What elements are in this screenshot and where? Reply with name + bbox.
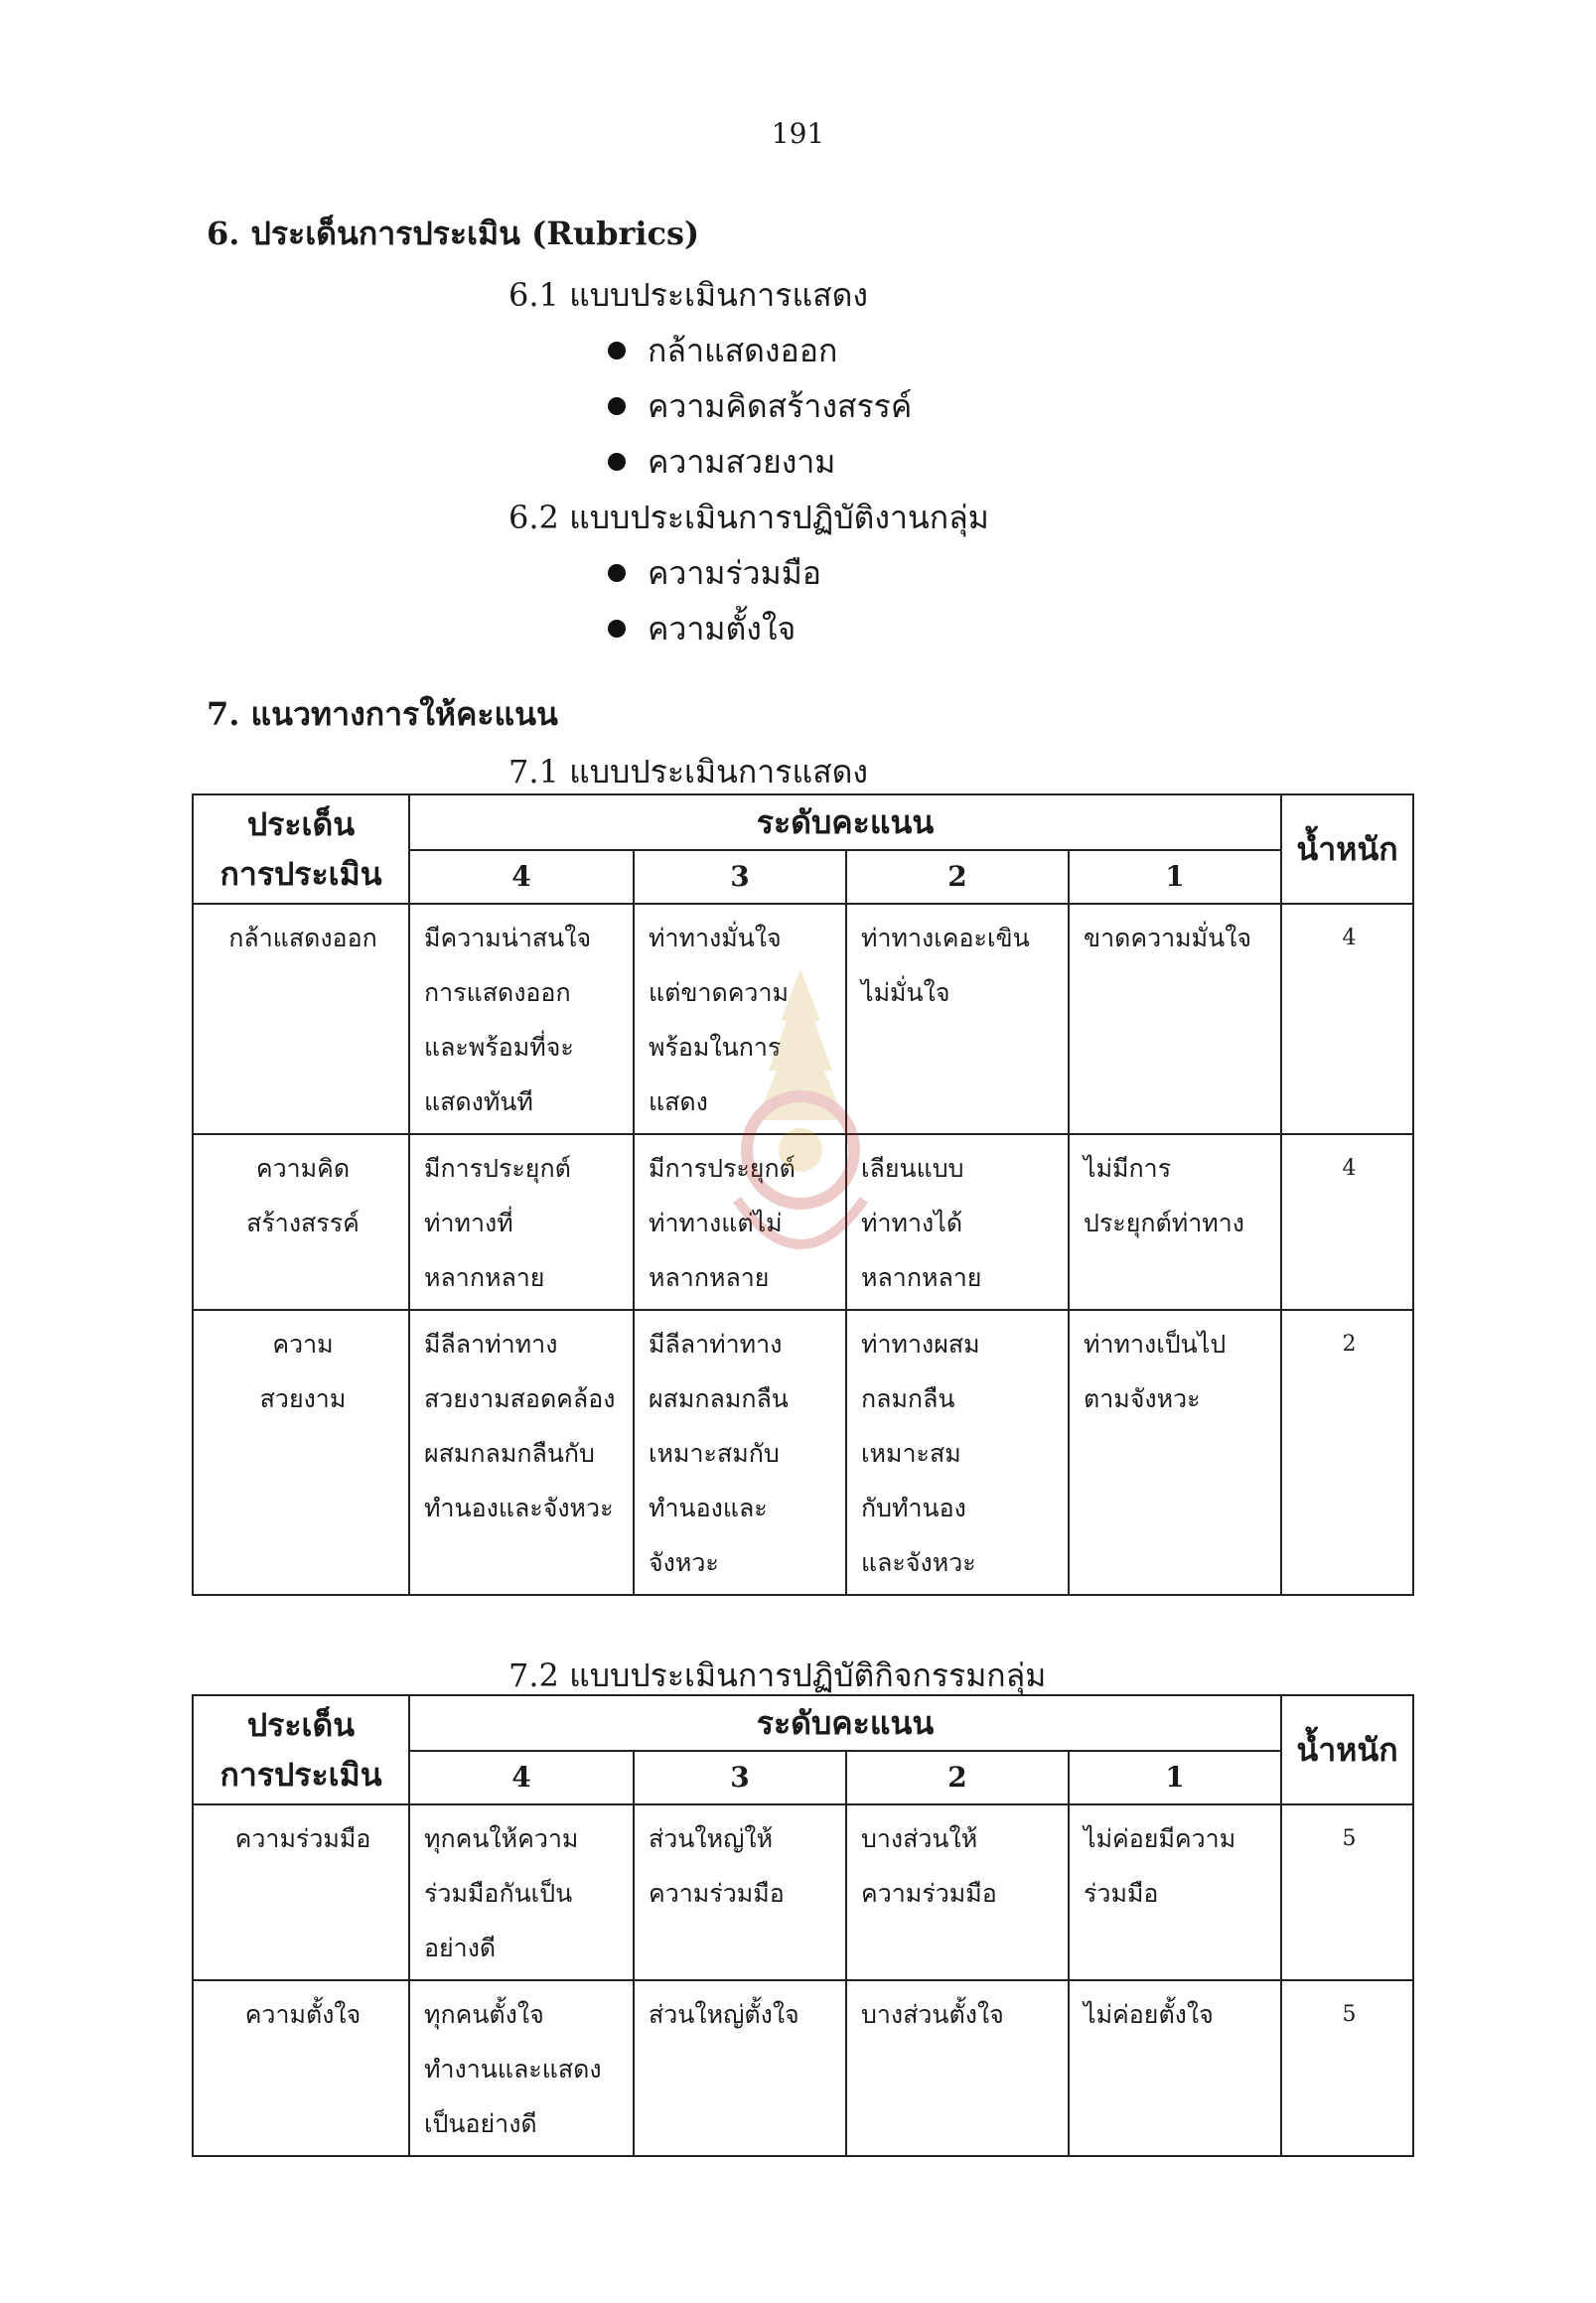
bullet-icon xyxy=(608,397,626,415)
table-header-row xyxy=(193,1695,1413,1751)
weight-header: น้ำหนัก xyxy=(1281,794,1413,904)
weight-cell: 5 xyxy=(1281,1804,1413,1980)
topic-cell: ความร่วมมือ xyxy=(193,1804,409,1980)
table-header-row xyxy=(193,794,1413,850)
topic-header: ประเด็น การประเมิน xyxy=(193,794,409,904)
bullet-icon xyxy=(608,342,626,360)
section-7-title: 7. แนวทางการให้คะแนน xyxy=(207,695,558,733)
criteria-cell: ทุกคนให้ความ ร่วมมือกันเป็น อย่างดี xyxy=(409,1804,634,1980)
weight-cell: 4 xyxy=(1281,1134,1413,1310)
section-6-title: 6. ประเด็นการประเมิน (Rubrics) xyxy=(207,215,700,252)
criteria-cell: ส่วนใหญ่ให้ ความร่วมมือ xyxy=(634,1804,846,1980)
level-2-header: 2 xyxy=(846,1751,1069,1804)
rubric-table-groupwork xyxy=(192,1694,1414,2157)
bullet-label: ความสวยงาม xyxy=(648,443,836,481)
topic-cell: ความคิด สร้างสรรค์ xyxy=(193,1134,409,1310)
bullet-item xyxy=(608,381,912,432)
bullet-label: กล้าแสดงออก xyxy=(648,332,838,369)
bullet-label: ความคิดสร้างสรรค์ xyxy=(648,387,913,425)
topic-cell: ความตั้งใจ xyxy=(193,1980,409,2156)
level-4-header: 4 xyxy=(409,1751,634,1804)
criteria-cell: ท่าทางผสม กลมกลืน เหมาะสม กับทำนอง และจังหวะ xyxy=(846,1310,1069,1595)
criteria-cell: ส่วนใหญ่ตั้งใจ xyxy=(634,1980,846,2156)
bullet-icon xyxy=(608,453,626,471)
bullet-item xyxy=(608,548,821,599)
level-3-header: 3 xyxy=(634,1751,846,1804)
levels-header: ระดับคะแนน xyxy=(409,794,1281,850)
criteria-cell: ไม่ค่อยตั้งใจ xyxy=(1069,1980,1281,2156)
page-number: 191 xyxy=(771,117,825,150)
topic-header: ประเด็น การประเมิน xyxy=(193,1695,409,1804)
rubric-table-performance xyxy=(192,793,1414,1596)
criteria-cell: บางส่วนให้ ความร่วมมือ xyxy=(846,1804,1069,1980)
criteria-cell: เลียนแบบ ท่าทางได้ หลากหลาย xyxy=(846,1134,1069,1310)
criteria-cell: ไม่มีการ ประยุกต์ท่าทาง xyxy=(1069,1134,1281,1310)
heading-6-1: 6.1 แบบประเมินการแสดง xyxy=(508,276,868,314)
weight-header: น้ำหนัก xyxy=(1281,1695,1413,1804)
bullet-item xyxy=(608,326,837,376)
table-row xyxy=(193,1310,1413,1595)
criteria-cell: มีลีลาท่าทาง ผสมกลมกลืน เหมาะสมกับ ทำนองและ จังหวะ xyxy=(634,1310,846,1595)
bullet-item xyxy=(608,437,835,488)
criteria-cell: ท่าทางเคอะเขิน ไม่มั่นใจ xyxy=(846,904,1069,1134)
bullet-icon xyxy=(608,564,626,582)
table2-caption: 7.2 แบบประเมินการปฏิบัติกิจกรรมกลุ่ม xyxy=(508,1656,1047,1694)
level-4-header: 4 xyxy=(409,850,634,904)
bullet-item xyxy=(608,604,796,654)
criteria-cell: บางส่วนตั้งใจ xyxy=(846,1980,1069,2156)
weight-cell: 2 xyxy=(1281,1310,1413,1595)
criteria-cell: ไม่ค่อยมีความ ร่วมมือ xyxy=(1069,1804,1281,1980)
topic-cell: กล้าแสดงออก xyxy=(193,904,409,1134)
level-1-header: 1 xyxy=(1069,850,1281,904)
table-row xyxy=(193,1980,1413,2156)
criteria-cell: ท่าทางเป็นไป ตามจังหวะ xyxy=(1069,1310,1281,1595)
level-1-header: 1 xyxy=(1069,1751,1281,1804)
table-row xyxy=(193,904,1413,1134)
weight-cell: 5 xyxy=(1281,1980,1413,2156)
table1-caption: 7.1 แบบประเมินการแสดง xyxy=(508,753,868,791)
levels-header: ระดับคะแนน xyxy=(409,1695,1281,1751)
level-3-header: 3 xyxy=(634,850,846,904)
criteria-cell: มีการประยุกต์ ท่าทางแต่ไม่ หลากหลาย xyxy=(634,1134,846,1310)
heading-6-2: 6.2 แบบประเมินการปฏิบัติงานกลุ่ม xyxy=(508,499,989,536)
criteria-cell: ขาดความมั่นใจ xyxy=(1069,904,1281,1134)
table-row xyxy=(193,1804,1413,1980)
bullet-icon xyxy=(608,620,626,638)
weight-cell: 4 xyxy=(1281,904,1413,1134)
criteria-cell: มีความน่าสนใจ การแสดงออก และพร้อมที่จะ แสดงทันที xyxy=(409,904,634,1134)
table-row xyxy=(193,1134,1413,1310)
level-2-header: 2 xyxy=(846,850,1069,904)
criteria-cell: ท่าทางมั่นใจ แต่ขาดความ พร้อมในการ แสดง xyxy=(634,904,846,1134)
criteria-cell: ทุกคนตั้งใจ ทำงานและแสดง เป็นอย่างดี xyxy=(409,1980,634,2156)
bullet-label: ความร่วมมือ xyxy=(648,554,821,592)
criteria-cell: มีการประยุกต์ ท่าทางที่ หลากหลาย xyxy=(409,1134,634,1310)
bullet-label: ความตั้งใจ xyxy=(648,610,797,648)
topic-cell: ความ สวยงาม xyxy=(193,1310,409,1595)
criteria-cell: มีลีลาท่าทาง สวยงามสอดคล้อง ผสมกลมกลืนกับ ทำนองและจังหวะ xyxy=(409,1310,634,1595)
